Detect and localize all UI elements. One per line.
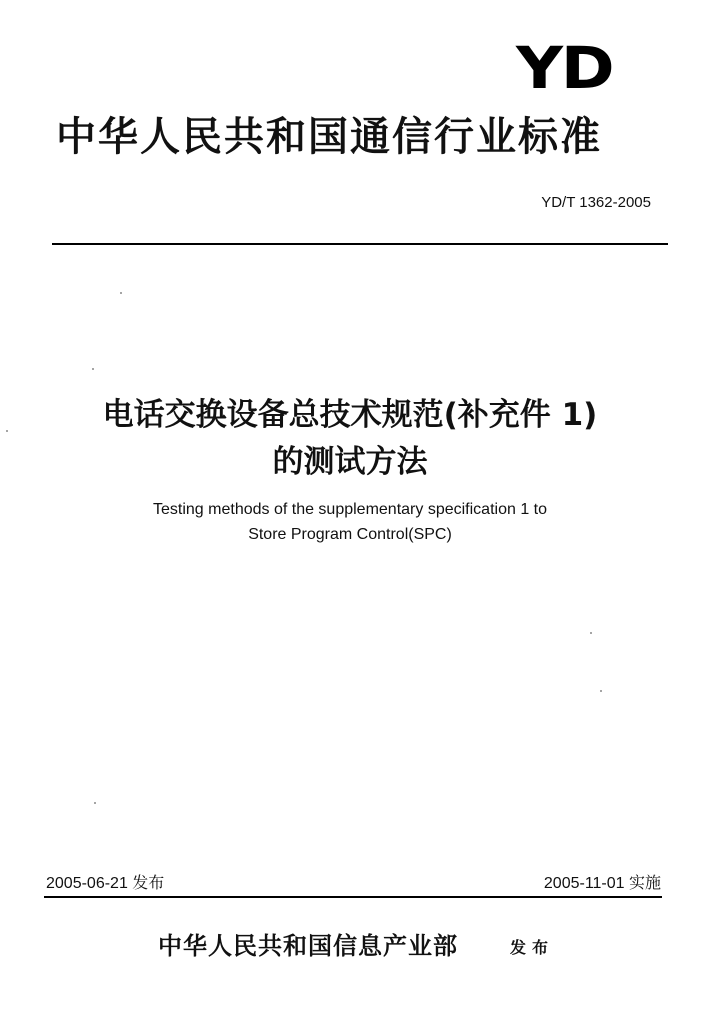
scan-speck bbox=[6, 430, 8, 432]
scan-speck bbox=[590, 632, 592, 634]
scan-speck bbox=[600, 690, 602, 692]
title-cn-line1: 电话交换设备总技术规范(补充件 1) bbox=[102, 397, 598, 433]
implementation-date: 2005-11-01 实施 bbox=[543, 875, 661, 892]
scan-speck bbox=[120, 292, 122, 294]
scan-speck bbox=[94, 802, 96, 804]
issue-date: 2005-06-21 发布 bbox=[46, 875, 165, 892]
title-en-line1: Testing methods of the supplementary specification 1 to bbox=[153, 501, 547, 518]
yd-logo: YD bbox=[516, 34, 613, 102]
top-divider bbox=[52, 243, 668, 245]
org-title: 中华人民共和国通信行业标准 bbox=[56, 114, 602, 160]
title-en-line2: Store Program Control(SPC) bbox=[248, 526, 452, 543]
title-cn-line2: 的测试方法 bbox=[272, 444, 428, 480]
publish-label: 发布 bbox=[510, 938, 555, 957]
standard-number: YD/T 1362-2005 bbox=[541, 194, 651, 211]
scan-speck bbox=[92, 368, 94, 370]
publisher-name: 中华人民共和国信息产业部 bbox=[158, 932, 458, 960]
bottom-divider bbox=[44, 896, 662, 898]
